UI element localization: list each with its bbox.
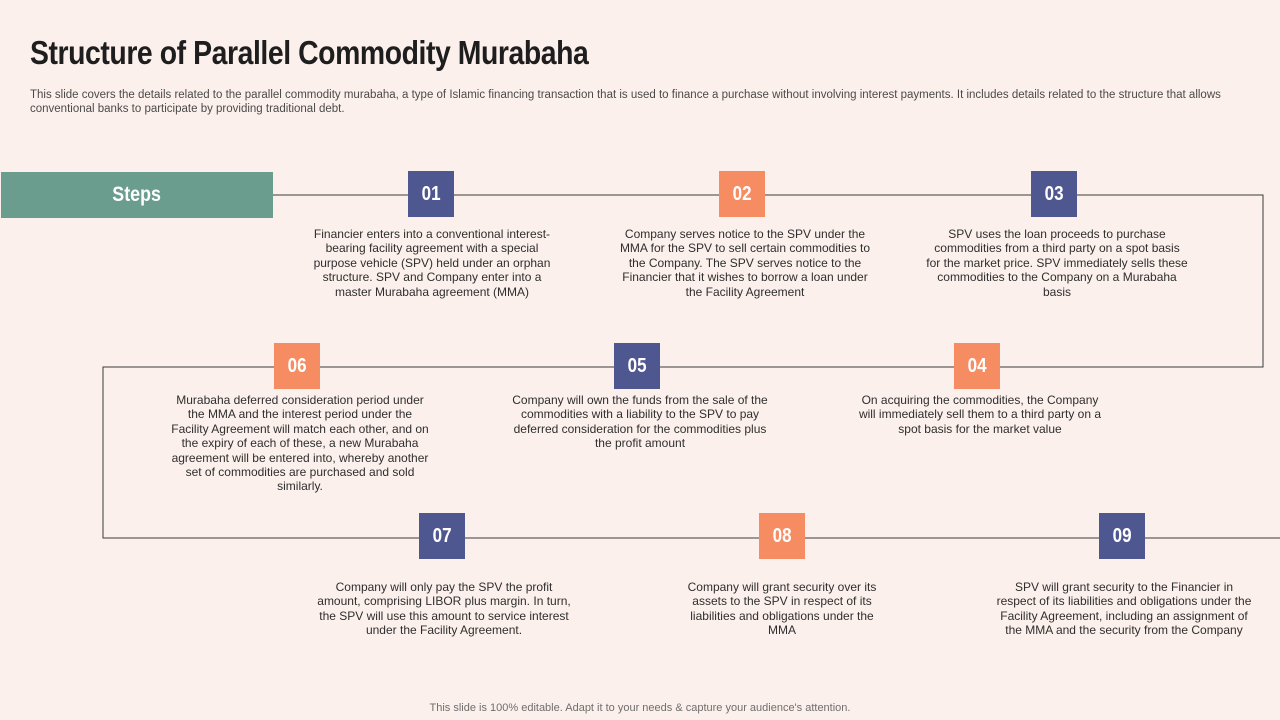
step-03-number: 03 <box>1044 182 1064 205</box>
page-title: Structure of Parallel Commodity Murabaha <box>30 34 589 71</box>
step-08-number: 08 <box>772 524 792 547</box>
step-02-number: 02 <box>732 182 752 205</box>
step-05-badge <box>614 343 660 389</box>
step-04-description: On acquiring the commodities, the Company will immediately sell them to a third party on a spot basis for the market value <box>858 393 1102 436</box>
step-07-description: Company will only pay the SPV the profit amount, comprising LIBOR plus margin. In turn, the SPV will use this amount to service interest under the Facility Agreement. <box>317 580 571 638</box>
step-08-description: Company will grant security over its assets to the SPV in respect of its liabilities and obligations under the MMA <box>687 580 877 638</box>
steps-header-bar <box>1 172 273 218</box>
steps-header-label: Steps <box>112 183 162 206</box>
step-06-description: Murabaha deferred consideration period under the MMA and the interest period under the Facility Agreement will match each other, and on the expiry of each of these, a new Murabaha agreement will be entered into, whereby another set of commodities are purchased and sold similarly. <box>171 393 429 494</box>
step-07-badge <box>419 513 465 559</box>
step-01-description: Financier enters into a conventional interest-bearing facility agreement with a special purpose vehicle (SPV) held under an orphan structure. SPV and Company enter into a master Murabaha agreement (MMA) <box>313 227 551 299</box>
step-05-description: Company will own the funds from the sale of the commodities with a liability to the SPV to pay deferred consideration for the commodities plus the profit amount <box>512 393 768 451</box>
step-02-badge <box>719 171 765 217</box>
step-07-number: 07 <box>432 524 452 547</box>
step-06-number: 06 <box>287 354 307 377</box>
step-04-badge <box>954 343 1000 389</box>
step-03-badge <box>1031 171 1077 217</box>
step-08-badge <box>759 513 805 559</box>
step-01-badge <box>408 171 454 217</box>
page-subtitle: This slide covers the details related to the parallel commodity murabaha, a type of Islamic financing transaction that is used to finance a purchase without involving interest payments. It includes details related to the structure that allows conventional banks to participate by providing traditional debt. <box>30 89 1221 115</box>
step-03-description: SPV uses the loan proceeds to purchase commodities from a third party on a spot basis for the market price. SPV immediately sells these commodities to the Company on a Murabaha basis <box>926 227 1188 299</box>
step-09-number: 09 <box>1112 524 1132 547</box>
step-02-description: Company serves notice to the SPV under the MMA for the SPV to sell certain commodities to the Company. The SPV serves notice to the Financier that it wishes to borrow a loan under the Facility Agreement <box>619 227 871 299</box>
step-04-number: 04 <box>967 354 987 377</box>
step-01-number: 01 <box>421 182 441 205</box>
step-05-number: 05 <box>627 354 647 377</box>
step-09-description: SPV will grant security to the Financier in respect of its liabilities and obligations under the Facility Agreement, including an assignment of the MMA and the security from the Company <box>996 580 1252 638</box>
footer-note: This slide is 100% editable. Adapt it to your needs & capture your audience's attention. <box>429 702 851 714</box>
step-09-badge <box>1099 513 1145 559</box>
step-06-badge <box>274 343 320 389</box>
